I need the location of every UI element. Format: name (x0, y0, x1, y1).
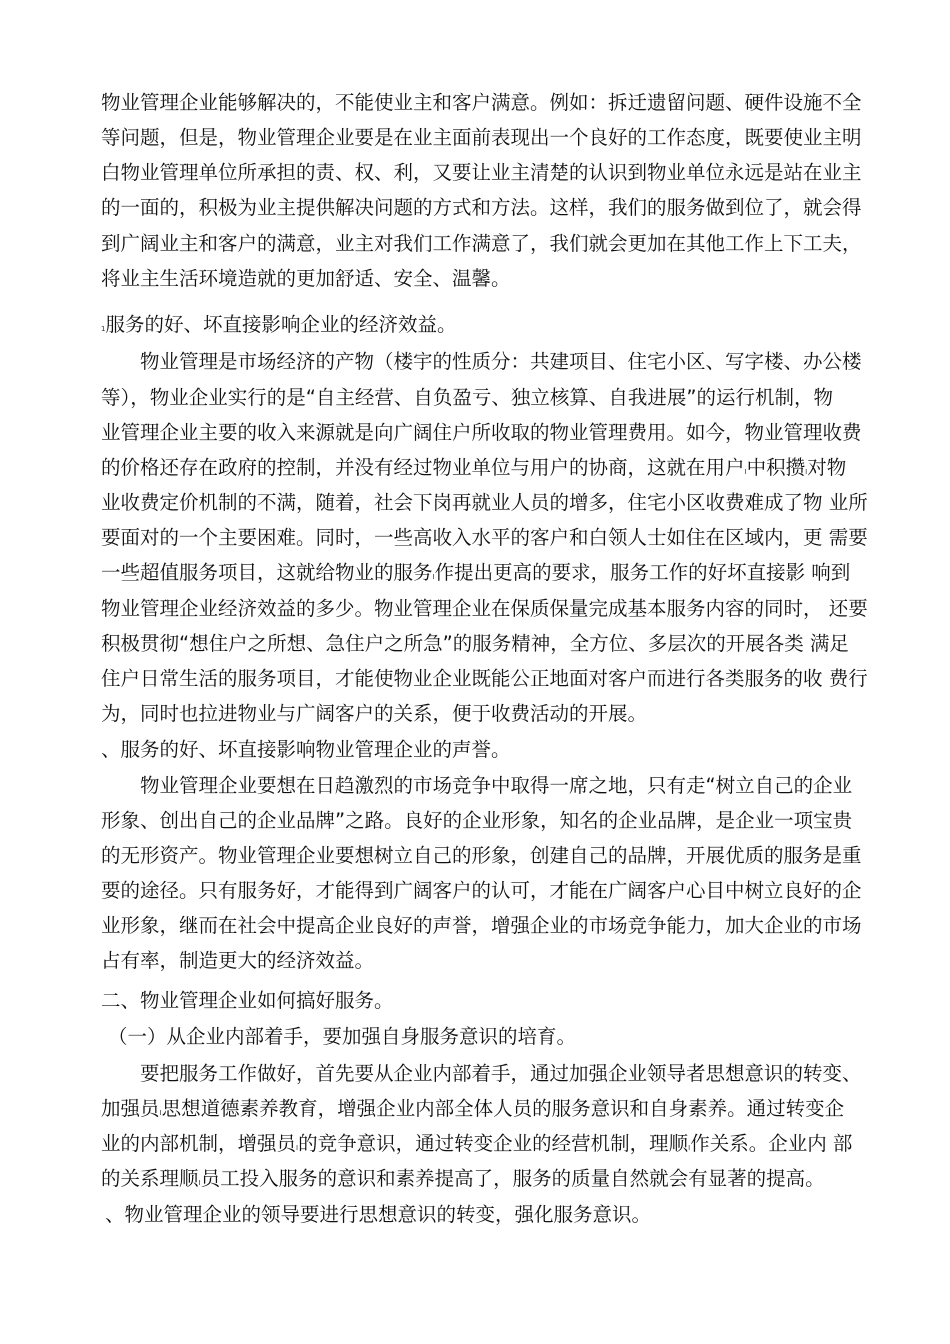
text-segment: 的关系理顺 (101, 1167, 199, 1190)
section-heading: 、服务的好、坏直接影响物业管理企业的声誉。 (101, 738, 511, 761)
marker-glyph: I (744, 468, 747, 476)
body-text-line: 业管理企业主要的收入来源就是向广阔住户所收取的物业管理费用。如今，物业管理收费 (101, 421, 862, 444)
body-text-line: 的一面的，积极为业主提供解决问题的方式和方法。这样，我们的服务做到位了，就会得 (101, 196, 862, 219)
text-segment: 加强员 (101, 1097, 160, 1120)
text-segment: 的价格还存在政府的控制，并没有经过物业单位与用户的协商，这就在用户 (101, 456, 745, 479)
section-heading: 二、物业管理企业如何搞好服务。 (101, 989, 394, 1012)
body-text-line: 积极贯彻“想住户之所想、急住户之所急”的服务精神，全方位、多层次的开展各类 满足 (101, 632, 849, 655)
body-text-line: 将业主生活环境造就的更加舒适、安全、温馨。 (101, 267, 511, 290)
body-text-line: 业形象，继而在社会中提高企业良好的声誉，增强企业的市场竞争能力，加大企业的市场 (101, 914, 862, 937)
body-text-line: 到广阔业主和客户的满意，业主对我们工作满意了，我们就会更加在其他工作上下工夫， (101, 232, 862, 255)
text-segment: 一些超值服务项目，这就给物业的服务 (101, 561, 433, 584)
text-segment: 思想道德素养教育，增强企业内部全体人员的服务意识和自身素养。通过转变企 (161, 1097, 845, 1120)
body-text-line: 的无形资产。物业管理企业要想树立自己的形象，创建自己的品牌，开展优质的服务是重 (101, 844, 862, 867)
body-text-line: 物业管理是市场经济的产物（楼宇的性质分：共建项目、住宅小区、写字楼、办公楼 (140, 350, 862, 373)
subsection-heading: （一）从企业内部着手，要加强自身服务意识的培育。 (108, 1025, 577, 1048)
body-text-line: 要的途径。只有服务好，才能得到广阔客户的认可，才能在广阔客户心目中树立良好的企 (101, 879, 862, 902)
marker-glyph: I (432, 573, 435, 581)
marker-glyph: I (688, 1144, 691, 1152)
section-heading: 、物业管理企业的领导要进行思想意识的转变，强化服务意识。 (105, 1203, 652, 1226)
body-text-line: 为，同时也拉进物业与广阔客户的关系，便于收费活动的开展。 (101, 702, 648, 725)
body-text-line: 形象、创出自己的企业品牌”之路。良好的企业形象，知名的企业品牌，是企业一项宝贵 (101, 809, 853, 832)
text-segment: 的竞争意识，通过转变企业的经营机制，理顺 (298, 1132, 689, 1155)
body-text-line (101, 1093, 861, 1125)
marker-glyph: I (296, 1144, 299, 1152)
body-text-line: 物业管理企业能够解决的，不能使业主和客户满意。例如：拆迁遗留问题、硬件设施不全 (101, 91, 862, 114)
body-text-line: 住户日常生活的服务项目，才能使物业企业既能公正地面对客户而进行各类服务的收 费行 (101, 667, 868, 690)
body-text-line (101, 452, 861, 484)
body-text-line: 等问题，但是，物业管理企业要是在业主面前表现出一个良好的工作态度，既要使业主明 (101, 126, 862, 149)
marker-glyph: I (805, 468, 808, 476)
body-text-line: 白物业管理单位所承担的责、权、利，又要让业主清楚的认识到物业单位永远是站在业主 (101, 161, 862, 184)
body-text-line (101, 557, 861, 589)
text-segment: 对物 (807, 456, 847, 479)
body-text-line (101, 1163, 861, 1195)
text-segment: 业的内部机制，增强员 (101, 1132, 297, 1155)
marker-glyph: I (198, 1179, 201, 1187)
text-segment: 员工投入服务的意识和素养提高了，服务的质量自然就会有显著的提高。 (200, 1167, 825, 1190)
body-text-line: 占有率，制造更大的经济效益。 (101, 949, 375, 972)
body-text-line (101, 1128, 861, 1160)
body-text-line: 等），物业企业实行的是“自主经营、自负盈亏、独立核算、自我进展”的运行机制，物 (101, 386, 833, 409)
body-text-line: 要把服务工作做好，首先要从企业内部着手，通过加强企业领导者思想意识的转变、 (140, 1062, 862, 1085)
body-text-line: 业收费定价机制的不满，随着，社会下岗再就业人员的增多，住宅小区收费难成了物 业所 (101, 491, 868, 514)
text-segment: 中积攒 (746, 456, 806, 479)
marker-glyph: I (159, 1109, 162, 1117)
body-text-line: 物业管理企业要想在日趋激烈的市场竞争中取得一席之地，只有走“树立自己的企业 (140, 774, 853, 797)
heading-text: 服务的好、坏直接影响企业的经济效益。 (105, 313, 457, 336)
marker-glyph: 1 (101, 325, 106, 333)
text-segment: 作关系。企业内 部 (690, 1132, 853, 1155)
body-text-line: 要面对的一个主要困难。同时，一些高收入水平的客户和白领人士如住在区域内，更 需要 (101, 526, 868, 549)
text-segment: 作提出更高的要求，服务工作的好坏直接影 响到 (434, 561, 851, 584)
body-text-line: 物业管理企业经济效益的多少。物业管理企业在保质保量完成基本服务内容的同时， 还要 (101, 597, 868, 620)
section-heading (101, 309, 861, 341)
